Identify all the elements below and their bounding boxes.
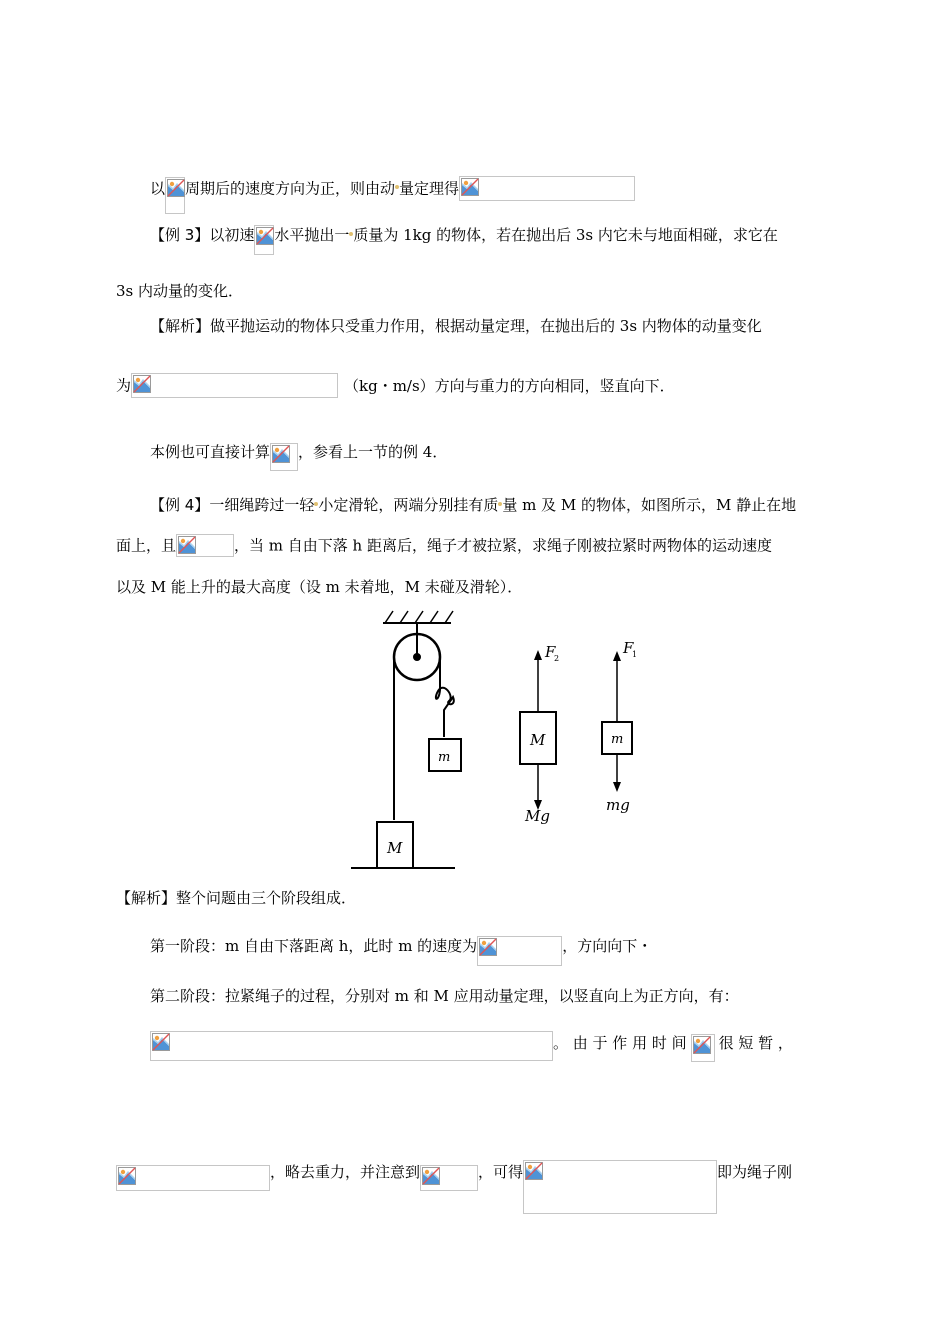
broken-image (131, 373, 338, 398)
stage-1-line (150, 926, 652, 966)
text: 以初速 (209, 226, 255, 244)
pulley-axle (414, 654, 420, 660)
pulley-figure (345, 605, 645, 875)
example-3-line1 (150, 215, 778, 255)
broken-image-icon (118, 1167, 136, 1185)
broken-image (150, 1031, 553, 1061)
analysis-line1 (150, 315, 762, 336)
line-momentum-theorem (150, 163, 635, 214)
text: 以及 M 能上升的最大高度（设 m 未着地，M 未碰及滑轮）． (116, 578, 523, 596)
label-fbd-m: m (611, 732, 624, 747)
broken-image (420, 1165, 478, 1191)
text: 3s 内动量的变化． (116, 282, 244, 300)
broken-image-icon (167, 179, 185, 197)
text: 第二阶段：拉紧绳子的过程，分别对 m 和 M 应用动量定理，以竖直向上为正方向，有： (150, 987, 739, 1005)
broken-image-icon (461, 178, 479, 196)
text: 第一阶段：m 自由下落距离 h，此时 m 的速度为 (150, 937, 478, 955)
text: 以 (150, 179, 166, 198)
broken-image (459, 176, 635, 201)
text: 即为绳子刚 (717, 1163, 793, 1181)
broken-image (523, 1160, 717, 1214)
text: 量定理得 (399, 179, 460, 198)
label-mg: mg (606, 796, 630, 814)
broken-image-icon (152, 1033, 170, 1051)
text: 周期后的速度方向为正，则由动 (185, 179, 396, 198)
arrowhead-mg (613, 782, 621, 792)
label-F2-sub: 2 (554, 654, 560, 663)
broken-image-icon (256, 227, 274, 245)
label-M-block: M (387, 839, 403, 857)
broken-image-icon (525, 1162, 543, 1180)
text: 做平抛运动的物体只受重力作用，根据动量定理，在抛出后的 3s 内物体的动量变化 (210, 317, 762, 335)
broken-image (270, 443, 298, 471)
broken-image-icon (693, 1036, 711, 1054)
label-F2: F (545, 643, 556, 661)
broken-image-icon (479, 938, 497, 956)
label-fbd-M: M (530, 731, 546, 749)
text: 量 m 及 M 的物体，如图所示，M 静止在地 (502, 496, 797, 514)
stage-2-line1 (150, 985, 739, 1006)
text: ，参看上一节的例 4． (298, 443, 448, 461)
text: （kg・m/s）方向与重力的方向相同，竖直向下． (344, 376, 675, 395)
broken-image (165, 177, 185, 214)
label-m-block: m (438, 750, 451, 765)
text: 整个问题由三个阶段组成． (176, 889, 357, 907)
example-4-line3 (116, 576, 522, 597)
broken-image (116, 1165, 270, 1191)
text: 。 由 于 作 用 时 间 (553, 1034, 687, 1052)
analysis-tag: 【解析】 (150, 317, 211, 335)
text: 很 短 暂 ， (718, 1034, 793, 1052)
text: ，方向向下・ (562, 937, 653, 955)
text: 水平抛出一 (274, 226, 350, 244)
label-Mg: Mg (525, 807, 550, 825)
rope-right-slack (436, 657, 454, 737)
broken-image-icon (133, 375, 151, 393)
text: 一细绳跨过一轻 (209, 496, 315, 514)
ceiling-hatch (385, 611, 453, 623)
broken-image-icon (178, 536, 196, 554)
text: 为 (116, 376, 132, 395)
analysis-line2 (116, 373, 675, 398)
example-tag: 【例 3】 (150, 226, 210, 244)
broken-image-icon (272, 445, 290, 463)
text: 本例也可直接计算 (150, 443, 271, 461)
analysis-2-line (116, 887, 356, 908)
text: 面上，且 (116, 536, 177, 555)
label-F1-sub: 1 (632, 650, 638, 659)
stage-3-line (116, 1130, 792, 1214)
alternative-line (150, 433, 447, 471)
label-F1: F (623, 639, 634, 657)
analysis-tag: 【解析】 (116, 889, 177, 907)
example-4-line2 (116, 534, 772, 557)
text: ，略去重力，并注意到 (270, 1163, 421, 1181)
arrowhead-F2 (534, 650, 542, 660)
text: 小定滑轮，两端分别挂有质 (318, 496, 499, 514)
example-tag: 【例 4】 (150, 496, 210, 514)
arrowhead-F1 (613, 651, 621, 661)
stage-2-line2 (150, 1024, 793, 1062)
broken-image (176, 534, 234, 557)
broken-image (254, 225, 274, 255)
text: ，可得 (478, 1163, 524, 1181)
broken-image (477, 936, 562, 966)
text: ，当 m 自由下落 h 距离后，绳子才被拉紧，求绳子刚被拉紧时两物体的运动速度 (234, 536, 772, 555)
example-3-line2 (116, 280, 243, 301)
broken-image-icon (422, 1167, 440, 1185)
example-4-line1 (150, 494, 796, 515)
text: 质量为 1kg 的物体，若在抛出后 3s 内它未与地面相碰，求它在 (353, 226, 778, 244)
broken-image (691, 1034, 715, 1062)
